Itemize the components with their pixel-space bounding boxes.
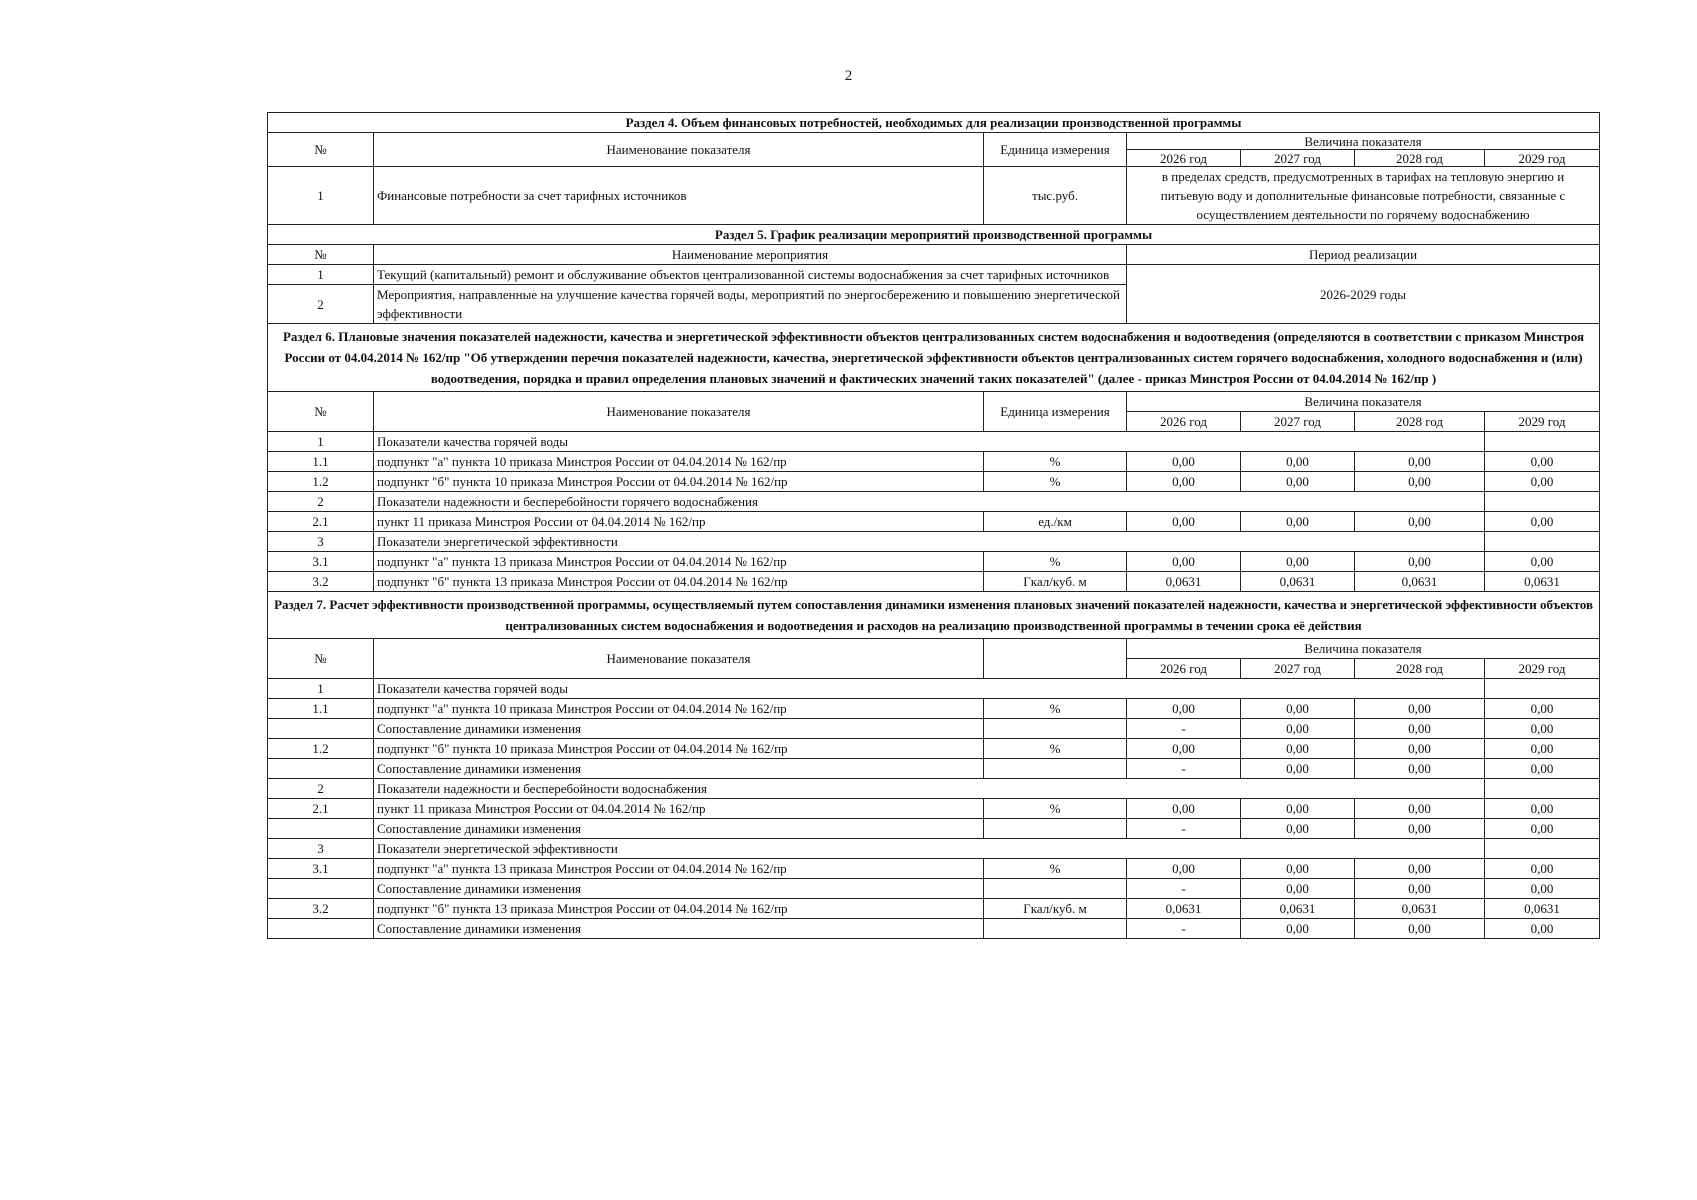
indicator-value: 0,00 bbox=[1485, 699, 1600, 719]
indicator-name: подпункт "б" пункта 13 приказа Минстроя России от 04.04.2014 № 162/пр bbox=[374, 572, 984, 592]
group-name: Показатели энергетической эффективности bbox=[374, 839, 1485, 859]
row-number: 1.1 bbox=[268, 452, 374, 472]
section-5-header-row bbox=[268, 245, 1600, 265]
header-year: 2029 год bbox=[1485, 659, 1600, 679]
row-number: 3.1 bbox=[268, 552, 374, 572]
indicator-value: 0,0631 bbox=[1355, 572, 1485, 592]
indicator-value: 0,00 bbox=[1355, 719, 1485, 739]
header-value: Величина показателя bbox=[1127, 133, 1600, 150]
row-number: 1 bbox=[268, 167, 374, 225]
header-unit-empty bbox=[984, 639, 1127, 679]
group-row bbox=[268, 432, 1600, 452]
indicator-value: 0,00 bbox=[1241, 859, 1355, 879]
group-row bbox=[268, 679, 1600, 699]
header-year: 2026 год bbox=[1127, 659, 1241, 679]
comparison-row bbox=[268, 759, 1600, 779]
indicator-value: 0,00 bbox=[1355, 552, 1485, 572]
main-table-body bbox=[268, 113, 1600, 432]
indicator-value: 0,00 bbox=[1485, 879, 1600, 899]
indicator-name: подпункт "б" пункта 13 приказа Минстроя России от 04.04.2014 № 162/пр bbox=[374, 899, 984, 919]
row-number: 1.2 bbox=[268, 739, 374, 759]
indicator-value: 0,00 bbox=[1355, 512, 1485, 532]
indicator-value: 0,00 bbox=[1355, 699, 1485, 719]
indicator-row bbox=[268, 739, 1600, 759]
page-number: 2 bbox=[844, 68, 853, 84]
empty-cell bbox=[1485, 532, 1600, 552]
comparison-row bbox=[268, 919, 1600, 939]
group-name: Показатели качества горячей воды bbox=[374, 679, 1485, 699]
indicator-value: 0,00 bbox=[1127, 512, 1241, 532]
empty-cell bbox=[1485, 779, 1600, 799]
indicator-row bbox=[268, 799, 1600, 819]
header-no: № bbox=[268, 392, 374, 432]
indicator-name: пункт 11 приказа Минстроя России от 04.04.2014 № 162/пр bbox=[374, 512, 984, 532]
indicator-value: 0,00 bbox=[1127, 859, 1241, 879]
indicator-value: 0,00 bbox=[1127, 699, 1241, 719]
section-6-title: Раздел 6. Плановые значения показателей надежности, качества и энергетической эффективности объектов централизованных систем водоснабжения и водоотведения (определяются в соответствии с приказом Минстроя России от 04.04.2014 № 162/пр "Об утверждении перечня показателей надежности, качества, энергетической эффективности объектов централизованных систем горячего водоснабжения, холодного водоснабжения и (или) водоотведения, порядка и правил определения плановых значений и фактических значений таких показателей" (далее - приказ Минстроя России от 04.04.2014 № 162/пр ) bbox=[268, 324, 1600, 392]
indicator-value: 0,00 bbox=[1355, 739, 1485, 759]
section-7-header-row bbox=[268, 639, 1600, 659]
indicator-name: Сопоставление динамики изменения bbox=[374, 879, 984, 899]
indicator-value: 0,0631 bbox=[1485, 572, 1600, 592]
header-year: 2027 год bbox=[1241, 412, 1355, 432]
row-number bbox=[268, 919, 374, 939]
indicator-row bbox=[268, 899, 1600, 919]
group-name: Показатели надежности и бесперебойности водоснабжения bbox=[374, 779, 1485, 799]
comparison-row bbox=[268, 719, 1600, 739]
row-number bbox=[268, 719, 374, 739]
document-body bbox=[267, 112, 1599, 939]
header-period: Период реализации bbox=[1127, 245, 1600, 265]
section-4-row bbox=[268, 167, 1600, 225]
section-7-head bbox=[268, 592, 1600, 679]
indicator-value: 0,0631 bbox=[1485, 899, 1600, 919]
indicator-value: 0,00 bbox=[1485, 472, 1600, 492]
empty-cell bbox=[1485, 679, 1600, 699]
header-year: 2026 год bbox=[1127, 412, 1241, 432]
indicator-value: 0,00 bbox=[1241, 919, 1355, 939]
indicator-name: подпункт "а" пункта 13 приказа Минстроя России от 04.04.2014 № 162/пр bbox=[374, 859, 984, 879]
section-5-title-row bbox=[268, 225, 1600, 245]
indicator-value: 0,00 bbox=[1241, 719, 1355, 739]
row-activity: Текущий (капитальный) ремонт и обслуживание объектов централизованной системы водоснабжения за счет тарифных источников bbox=[374, 265, 1127, 285]
indicator-value: 0,00 bbox=[1241, 512, 1355, 532]
empty-cell bbox=[1485, 492, 1600, 512]
section-5-title: Раздел 5. График реализации мероприятий производственной программы bbox=[268, 225, 1600, 245]
indicator-name: подпункт "а" пункта 10 приказа Минстроя России от 04.04.2014 № 162/пр bbox=[374, 452, 984, 472]
indicator-row bbox=[268, 859, 1600, 879]
section-6-body bbox=[268, 432, 1600, 592]
header-value: Величина показателя bbox=[1127, 392, 1600, 412]
row-number: 3 bbox=[268, 532, 374, 552]
row-number: 3.1 bbox=[268, 859, 374, 879]
indicator-value: 0,00 bbox=[1485, 859, 1600, 879]
indicator-name: подпункт "а" пункта 13 приказа Минстроя России от 04.04.2014 № 162/пр bbox=[374, 552, 984, 572]
group-name: Показатели надежности и бесперебойности горячего водоснабжения bbox=[374, 492, 1485, 512]
row-number: 1 bbox=[268, 679, 374, 699]
indicator-unit: % bbox=[984, 699, 1127, 719]
indicator-value: 0,00 bbox=[1485, 512, 1600, 532]
indicator-value: 0,00 bbox=[1241, 819, 1355, 839]
header-year: 2029 год bbox=[1485, 412, 1600, 432]
header-year: 2028 год bbox=[1355, 412, 1485, 432]
indicator-value: - bbox=[1127, 879, 1241, 899]
row-number: 1.2 bbox=[268, 472, 374, 492]
indicator-row bbox=[268, 472, 1600, 492]
indicator-value: 0,00 bbox=[1485, 719, 1600, 739]
section-6-title-row bbox=[268, 324, 1600, 392]
group-row bbox=[268, 492, 1600, 512]
indicator-value: 0,00 bbox=[1241, 759, 1355, 779]
section-7-title: Раздел 7. Расчет эффективности производственной программы, осуществляемый путем сопоставления динамики изменения плановых значений показателей надежности, качества и энергетической эффективности объектов централизованных систем водоснабжения и водоотведения и расходов на реализацию производственной программы в течении срока её действия bbox=[268, 592, 1600, 639]
row-number: 2 bbox=[268, 285, 374, 324]
row-number bbox=[268, 759, 374, 779]
comparison-row bbox=[268, 819, 1600, 839]
indicator-value: 0,00 bbox=[1127, 552, 1241, 572]
indicator-unit: % bbox=[984, 859, 1127, 879]
indicator-value: 0,00 bbox=[1355, 759, 1485, 779]
group-row bbox=[268, 839, 1600, 859]
header-unit: Единица измерения bbox=[984, 133, 1127, 167]
indicator-unit: % bbox=[984, 799, 1127, 819]
indicator-unit: % bbox=[984, 472, 1127, 492]
empty-cell bbox=[1485, 839, 1600, 859]
indicator-value: - bbox=[1127, 719, 1241, 739]
indicator-value: 0,00 bbox=[1485, 759, 1600, 779]
row-number: 3.2 bbox=[268, 572, 374, 592]
indicator-value: - bbox=[1127, 819, 1241, 839]
indicator-unit: Гкал/куб. м bbox=[984, 572, 1127, 592]
indicator-value: 0,00 bbox=[1241, 799, 1355, 819]
header-year: 2026 год bbox=[1127, 150, 1241, 167]
section-6-header-row bbox=[268, 392, 1600, 412]
indicator-unit bbox=[984, 819, 1127, 839]
header-value: Величина показателя bbox=[1127, 639, 1600, 659]
empty-cell bbox=[1485, 432, 1600, 452]
indicator-unit bbox=[984, 719, 1127, 739]
indicator-row bbox=[268, 512, 1600, 532]
header-no: № bbox=[268, 133, 374, 167]
indicator-unit: % bbox=[984, 739, 1127, 759]
indicator-value: - bbox=[1127, 919, 1241, 939]
group-name: Показатели энергетической эффективности bbox=[374, 532, 1485, 552]
indicator-name: пункт 11 приказа Минстроя России от 04.04.2014 № 162/пр bbox=[374, 799, 984, 819]
row-value-text: в пределах средств, предусмотренных в тарифах на тепловую энергию и питьевую воду и дополнительные финансовые потребности, связанные с осуществлением деятельности по горячему водоснабжению bbox=[1127, 167, 1600, 225]
header-year: 2029 год bbox=[1485, 150, 1600, 167]
header-no: № bbox=[268, 639, 374, 679]
indicator-value: 0,00 bbox=[1355, 819, 1485, 839]
indicator-value: 0,0631 bbox=[1355, 899, 1485, 919]
row-number: 3 bbox=[268, 839, 374, 859]
indicator-value: 0,00 bbox=[1241, 472, 1355, 492]
indicator-unit bbox=[984, 759, 1127, 779]
indicator-value: 0,0631 bbox=[1241, 899, 1355, 919]
indicator-name: Сопоставление динамики изменения bbox=[374, 819, 984, 839]
group-row bbox=[268, 532, 1600, 552]
indicator-value: 0,00 bbox=[1127, 739, 1241, 759]
header-no: № bbox=[268, 245, 374, 265]
row-name: Финансовые потребности за счет тарифных источников bbox=[374, 167, 984, 225]
indicator-value: 0,00 bbox=[1485, 799, 1600, 819]
indicator-value: 0,00 bbox=[1485, 919, 1600, 939]
header-unit: Единица измерения bbox=[984, 392, 1127, 432]
indicator-value: 0,00 bbox=[1127, 472, 1241, 492]
header-year: 2027 год bbox=[1241, 150, 1355, 167]
section-4-title: Раздел 4. Объем финансовых потребностей, необходимых для реализации производственной программы bbox=[268, 113, 1600, 133]
row-unit: тыс.руб. bbox=[984, 167, 1127, 225]
indicator-value: 0,00 bbox=[1485, 452, 1600, 472]
header-name: Наименование показателя bbox=[374, 133, 984, 167]
section-5-row bbox=[268, 265, 1600, 285]
indicator-name: подпункт "б" пункта 10 приказа Минстроя России от 04.04.2014 № 162/пр bbox=[374, 739, 984, 759]
indicator-name: Сопоставление динамики изменения bbox=[374, 919, 984, 939]
indicator-unit bbox=[984, 879, 1127, 899]
indicator-row bbox=[268, 552, 1600, 572]
main-table bbox=[267, 112, 1600, 939]
row-number: 2.1 bbox=[268, 799, 374, 819]
row-activity: Мероприятия, направленные на улучшение качества горячей воды, мероприятий по энергосбережению и повышению энергетической эффективности bbox=[374, 285, 1127, 324]
header-name: Наименование показателя bbox=[374, 392, 984, 432]
header-year: 2028 год bbox=[1355, 150, 1485, 167]
section-4-header-row bbox=[268, 133, 1600, 150]
indicator-value: 0,00 bbox=[1241, 552, 1355, 572]
indicator-value: 0,0631 bbox=[1241, 572, 1355, 592]
indicator-value: 0,00 bbox=[1127, 799, 1241, 819]
comparison-row bbox=[268, 879, 1600, 899]
indicator-value: 0,00 bbox=[1241, 699, 1355, 719]
indicator-value: 0,00 bbox=[1355, 919, 1485, 939]
section-7-body bbox=[268, 679, 1600, 939]
indicator-value: 0,00 bbox=[1241, 452, 1355, 472]
indicator-row bbox=[268, 452, 1600, 472]
indicator-unit: ед./км bbox=[984, 512, 1127, 532]
indicator-value: 0,00 bbox=[1355, 452, 1485, 472]
indicator-value: 0,00 bbox=[1241, 739, 1355, 759]
group-row bbox=[268, 779, 1600, 799]
indicator-row bbox=[268, 699, 1600, 719]
indicator-value: 0,00 bbox=[1355, 879, 1485, 899]
indicator-name: Сопоставление динамики изменения bbox=[374, 759, 984, 779]
indicator-value: 0,0631 bbox=[1127, 899, 1241, 919]
indicator-unit: % bbox=[984, 452, 1127, 472]
indicator-value: 0,00 bbox=[1355, 472, 1485, 492]
indicator-value: 0,0631 bbox=[1127, 572, 1241, 592]
section-4-title-row bbox=[268, 113, 1600, 133]
indicator-name: Сопоставление динамики изменения bbox=[374, 719, 984, 739]
row-number: 2 bbox=[268, 779, 374, 799]
header-year: 2027 год bbox=[1241, 659, 1355, 679]
indicator-value: - bbox=[1127, 759, 1241, 779]
row-number: 1 bbox=[268, 432, 374, 452]
header-year: 2028 год bbox=[1355, 659, 1485, 679]
indicator-unit bbox=[984, 919, 1127, 939]
row-number: 1 bbox=[268, 265, 374, 285]
indicator-value: 0,00 bbox=[1485, 739, 1600, 759]
indicator-value: 0,00 bbox=[1127, 452, 1241, 472]
indicator-value: 0,00 bbox=[1485, 819, 1600, 839]
row-number: 2.1 bbox=[268, 512, 374, 532]
indicator-row bbox=[268, 572, 1600, 592]
header-name: Наименование показателя bbox=[374, 639, 984, 679]
row-number bbox=[268, 819, 374, 839]
indicator-value: 0,00 bbox=[1241, 879, 1355, 899]
indicator-name: подпункт "б" пункта 10 приказа Минстроя России от 04.04.2014 № 162/пр bbox=[374, 472, 984, 492]
row-number: 3.2 bbox=[268, 899, 374, 919]
indicator-unit: Гкал/куб. м bbox=[984, 899, 1127, 919]
indicator-unit: % bbox=[984, 552, 1127, 572]
header-activity-name: Наименование мероприятия bbox=[374, 245, 1127, 265]
row-number: 1.1 bbox=[268, 699, 374, 719]
row-period: 2026-2029 годы bbox=[1127, 265, 1600, 324]
indicator-value: 0,00 bbox=[1355, 799, 1485, 819]
group-name: Показатели качества горячей воды bbox=[374, 432, 1485, 452]
indicator-value: 0,00 bbox=[1355, 859, 1485, 879]
indicator-name: подпункт "а" пункта 10 приказа Минстроя России от 04.04.2014 № 162/пр bbox=[374, 699, 984, 719]
indicator-value: 0,00 bbox=[1485, 552, 1600, 572]
row-number: 2 bbox=[268, 492, 374, 512]
row-number bbox=[268, 879, 374, 899]
section-7-title-row bbox=[268, 592, 1600, 639]
